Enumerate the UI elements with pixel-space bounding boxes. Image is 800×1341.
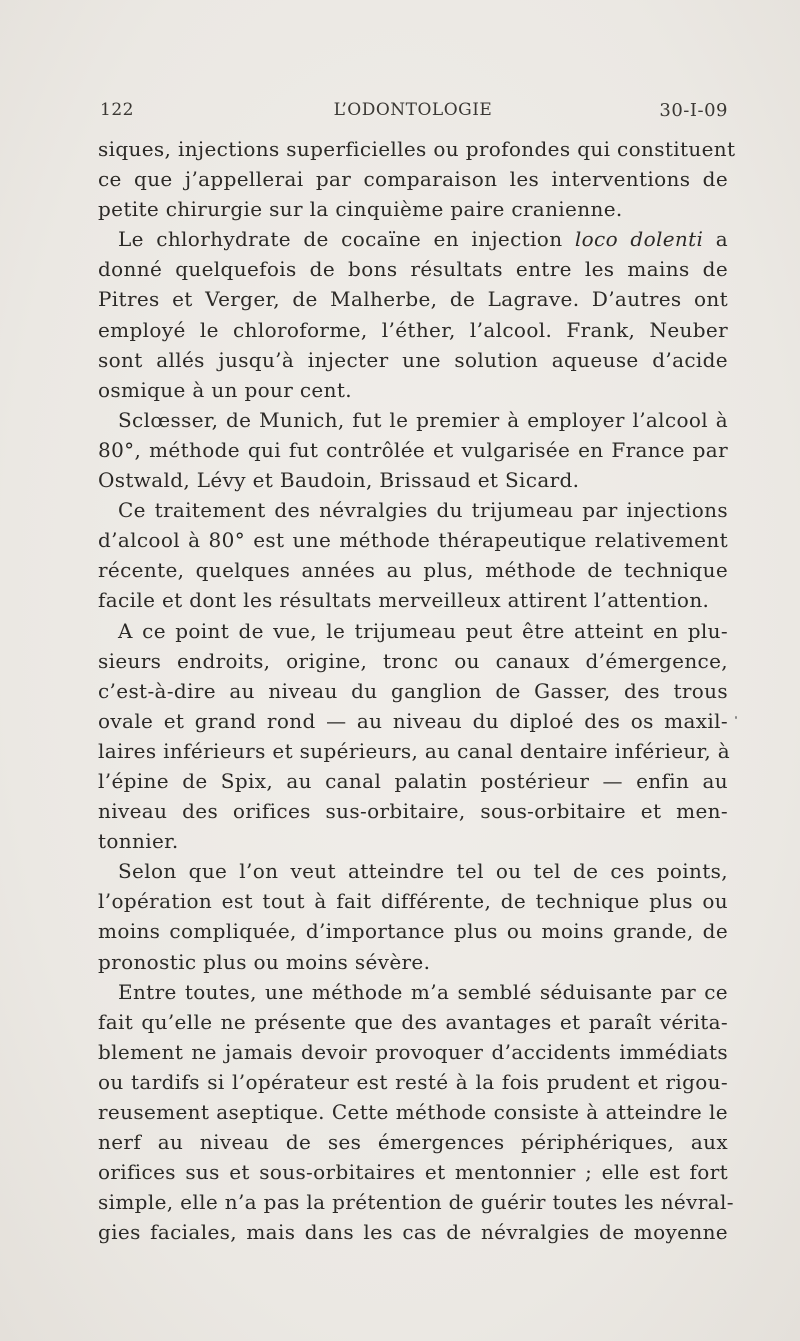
text-line: nerf au niveau de ses émergences périphériques, aux [98, 1130, 728, 1155]
text-line: ovale et grand rond — au niveau du diploé des os maxil- [98, 708, 728, 733]
body-text [98, 134, 736, 1247]
text-line: Selon que l’on veut atteindre tel ou tel de ces points, [118, 859, 728, 884]
text-line: pronostic plus ou moins sévère. [98, 949, 431, 974]
text-line: 80°, méthode qui fut contrôlée et vulgarisée en France par [98, 437, 728, 462]
text-line: blement ne jamais devoir provoquer d’accidents immédiats [98, 1039, 728, 1064]
text-line: ou tardifs si l’opérateur est resté à la fois prudent et rigou- [98, 1069, 728, 1094]
text-line: laires inférieurs et supérieurs, au canal dentaire inférieur, à [98, 738, 731, 763]
text-line: sont allés jusqu’à injecter une solution aqueuse d’acide [98, 347, 728, 372]
text-line: employé le chloroforme, l’éther, l’alcool. Frank, Neuber [98, 317, 728, 342]
text-line: reusement aseptique. Cette méthode consiste à atteindre le [98, 1100, 728, 1124]
text-line: Ce traitement des névralgies du trijumeau par injections [118, 498, 728, 523]
text-line: simple, elle n’a pas la prétention de guérir toutes les névral- [98, 1190, 734, 1215]
text-line [98, 224, 728, 254]
ink-speck [735, 716, 737, 719]
text-line: gies faciales, mais dans les cas de névralgies de moyenne [98, 1220, 728, 1245]
text-line: Ostwald, Lévy et Baudoin, Brissaud et Sicard. [98, 468, 580, 493]
text-line: Sclœsser, de Munich, fut le premier à employer l’alcool à [118, 407, 728, 432]
text-fragment: a [703, 227, 729, 252]
text-line: osmique à un pour cent. [98, 377, 352, 402]
page-number: 122 [100, 100, 134, 120]
text-line: ce que j’appellerai par comparaison les interventions de [98, 167, 728, 192]
text-fragment: Le chlorhydrate de cocaïne en injection [118, 227, 575, 252]
text-line: fait qu’elle ne présente que des avantages et paraît vérita- [98, 1009, 728, 1034]
italic-phrase: loco dolenti [574, 227, 704, 252]
text-line: orifices sus et sous-orbitaires et mentonnier ; elle est fort [98, 1160, 728, 1185]
text-line: petite chirurgie sur la cinquième paire cranienne. [98, 197, 623, 222]
text-line: niveau des orifices sus-orbitaire, sous-orbitaire et men- [98, 799, 728, 824]
text-line: siques, injections superficielles ou profondes qui constituent [98, 137, 736, 161]
text-line: d’alcool à 80° est une méthode thérapeutique relativement [98, 528, 728, 553]
text-line: l’épine de Spix, au canal palatin postérieur — enfin au [98, 768, 728, 793]
text-line: sieurs endroits, origine, tronc ou canaux d’émergence, [98, 648, 728, 673]
text-line: récente, quelques années au plus, méthode de technique [98, 558, 728, 583]
text-line: Pitres et Verger, de Malherbe, de Lagrave. D’autres ont [98, 287, 728, 312]
journal-title: L’ODONTOLOGIE [333, 100, 493, 120]
text-line: facile et dont les résultats merveilleux attirent l’attention. [98, 588, 710, 613]
text-line: Entre toutes, une méthode m’a semblé séduisante par ce [118, 979, 728, 1004]
text-line: A ce point de vue, le trijumeau peut être atteint en plu- [118, 618, 728, 643]
text-line: l’opération est tout à fait différente, de technique plus ou [98, 889, 728, 914]
text-line: donné quelquefois de bons résultats entre les mains de [98, 257, 728, 282]
text-line: moins compliquée, d’importance plus ou moins grande, de [98, 919, 728, 944]
text-line: c’est-à-dire au niveau du ganglion de Gasser, des trous [98, 678, 728, 703]
running-header [98, 96, 728, 126]
issue-date: 30-I-09 [659, 100, 728, 121]
text-line: tonnier. [98, 829, 179, 854]
